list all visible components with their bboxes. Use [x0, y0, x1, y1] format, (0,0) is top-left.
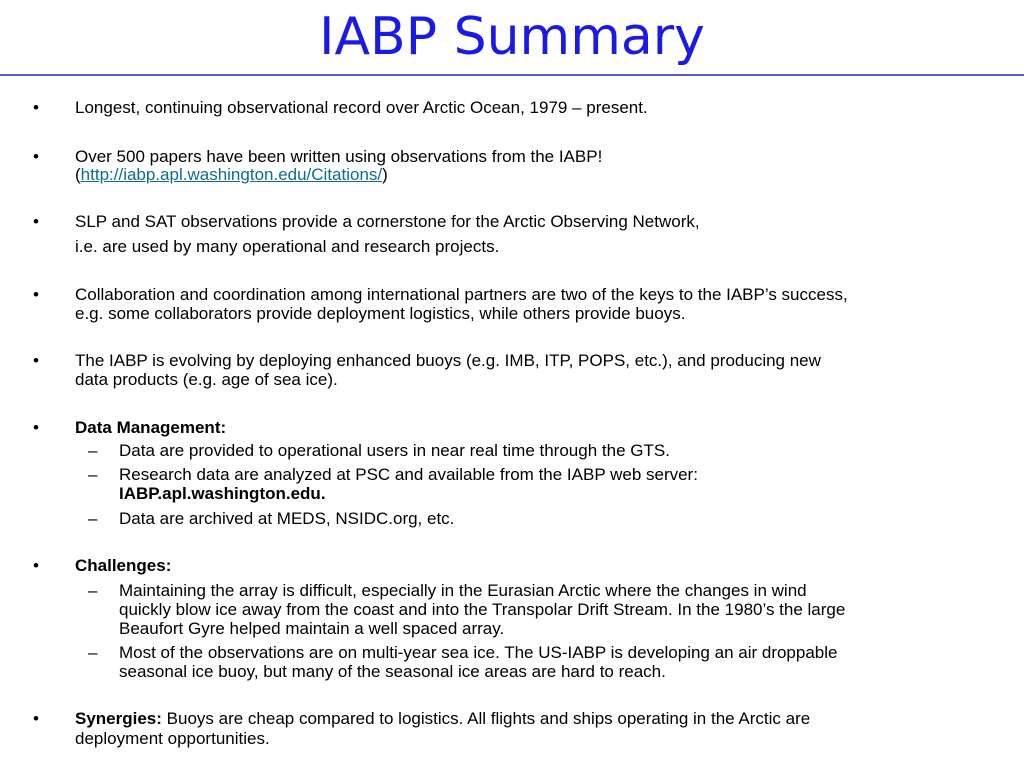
bullet-marker: •	[33, 98, 39, 117]
bullet-marker: •	[33, 556, 39, 575]
synergies-line-2: deployment opportunities.	[75, 729, 270, 748]
dash-marker: –	[88, 581, 98, 600]
bullet-3-text: SLP and SAT observations provide a cornerstone for the Arctic Observing Network,	[75, 212, 700, 231]
bullet-marker: •	[33, 147, 39, 166]
challenges-item-1-cont: quickly blow ice away from the coast and into the Transpolar Drift Stream. In the 1980’s the large	[119, 600, 846, 619]
challenges-item-2-cont: seasonal ice buoy, but many of the seasonal ice areas are hard to reach.	[119, 662, 666, 681]
data-management-item-2: Research data are analyzed at PSC and available from the IABP web server:	[119, 465, 698, 484]
bullet-marker: •	[33, 418, 39, 437]
bullet-4-text-cont: e.g. some collaborators provide deployment logistics, while others provide buoys.	[75, 304, 686, 323]
paren-close: )	[382, 165, 388, 184]
bullet-4-text: Collaboration and coordination among international partners are two of the keys to the IABP’s success,	[75, 285, 848, 304]
data-management-item-3: Data are archived at MEDS, NSIDC.org, etc.	[119, 509, 455, 528]
bullet-marker: •	[33, 212, 39, 231]
bullet-2-text: Over 500 papers have been written using observations from the IABP!	[75, 147, 603, 166]
bullet-2-link-line	[75, 165, 388, 184]
synergies-text: Buoys are cheap compared to logistics. All flights and ships operating in the Arctic are	[161, 709, 811, 728]
challenges-item-1: Maintaining the array is difficult, especially in the Eurasian Arctic where the changes in wind	[119, 581, 807, 600]
challenges-item-1-cont: Beaufort Gyre helped maintain a well spaced array.	[119, 619, 505, 638]
citations-link[interactable]: http://iabp.apl.washington.edu/Citations/	[80, 165, 383, 184]
bullet-5-text: The IABP is evolving by deploying enhanced buoys (e.g. IMB, ITP, POPS, etc.), and producing new	[75, 351, 821, 370]
bullet-marker: •	[33, 709, 39, 728]
dash-marker: –	[88, 465, 98, 484]
bullet-3-text-cont: i.e. are used by many operational and research projects.	[75, 237, 500, 256]
challenges-heading: Challenges:	[75, 556, 172, 575]
bullet-marker: •	[33, 351, 39, 370]
bullet-5-text-cont: data products (e.g. age of sea ice).	[75, 370, 338, 389]
synergies-line-1	[75, 709, 810, 728]
bullet-marker: •	[33, 285, 39, 304]
iabp-web-server: IABP.apl.washington.edu.	[119, 484, 326, 503]
paren-open: (	[75, 165, 81, 184]
challenges-item-2: Most of the observations are on multi-year sea ice. The US-IABP is developing an air droppable	[119, 643, 838, 662]
dash-marker: –	[88, 441, 98, 460]
dash-marker: –	[88, 643, 98, 662]
data-management-heading: Data Management:	[75, 418, 227, 437]
bullet-1-text: Longest, continuing observational record over Arctic Ocean, 1979 – present.	[75, 98, 648, 117]
slide-title: IABP Summary	[319, 7, 705, 67]
synergies-heading: Synergies:	[75, 709, 162, 728]
title-divider	[0, 74, 1024, 76]
dash-marker: –	[88, 509, 98, 528]
data-management-item-1: Data are provided to operational users in near real time through the GTS.	[119, 441, 670, 460]
